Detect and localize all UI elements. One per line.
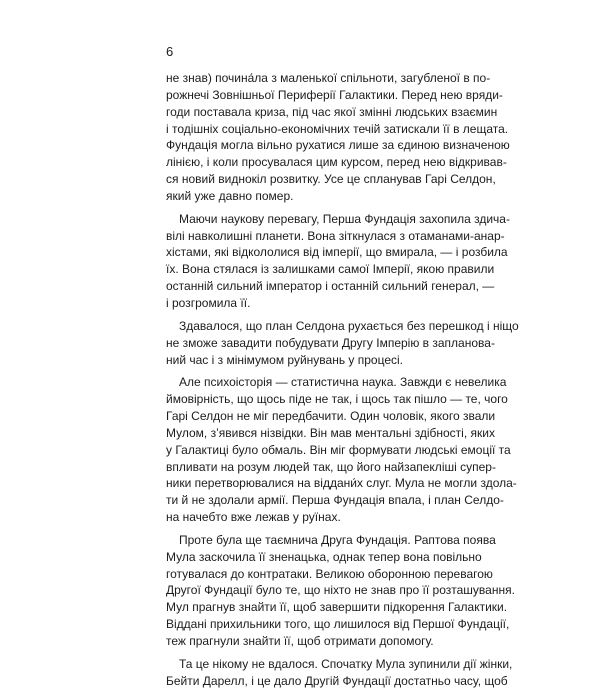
text-line: впливати на розум людей так, що його найзапекліші супер-: [166, 459, 496, 474]
text-line: Маючи наукову перевагу, Перша Фундація захопила здича-: [179, 211, 510, 226]
text-line: не знав) почина́ла з маленької спільноти, загубленої в по-: [166, 71, 491, 85]
text-line: вілі навколишні планети. Вона зіткнулася з отаманами-анар-: [166, 228, 505, 243]
body-text: [166, 70, 519, 690]
text-line: ний час і з мінімумом руйнувань у процесі.: [166, 352, 404, 367]
text-line: Віддані прихильники того, що лишилося від Першої Фундації,: [166, 617, 510, 632]
text-line: Бейти Дарелл, і це дало Другій Фундації достатньо часу, щоб: [166, 673, 508, 688]
text-line: лінією, і коли просувалася цим курсом, перед нею відкривав-: [166, 155, 507, 170]
text-line: Фундація могла вільно рухатися лише за єдиною визначеною: [166, 138, 510, 153]
text-line: ся новий виднокіл розвитку. Усе це спланував Гарі Селдон,: [166, 172, 496, 187]
text-line: годи поставала криза, під час якої змінні людських взаємин: [166, 104, 498, 119]
text-line: ники перетворювалися на віддани́х слуг. Мула не могли здола-: [166, 476, 517, 491]
text-line: їх. Вона стялася із залишками самої Імперії, якою правили: [166, 262, 495, 277]
text-line: Мула заскочила її зненацька, однак тепер вона повільно: [166, 549, 482, 564]
text-line: Але психоісторія — статистична наука. Завжди є невелика: [179, 375, 507, 390]
text-line: останній сильний імператор і останній сильний генерал, —: [166, 279, 495, 294]
text-line: теж прагнули знайти її, щоб отримати допомогу.: [166, 634, 434, 648]
text-line: у Галактиці було обмаль. Він міг формувати людські емоції та: [166, 442, 511, 457]
text-line: і розгромила її.: [166, 295, 251, 310]
text-line: який уже давно помер.: [166, 188, 294, 203]
text-line: Та це нікому не вдалося. Спочатку Мула зупинили дії жінки,: [179, 656, 513, 671]
text-line: ти й не здолали армії. Перша Фундація впала, і план Селдо-: [166, 493, 504, 508]
text-line: на начебто вже лежав у руїнах.: [166, 510, 341, 525]
text-line: Мулом, з’явився нізвідки. Він мав ментальні здібності, яких: [166, 425, 495, 440]
text-line: готувалася до контратаки. Великою оборонною перевагою: [166, 566, 493, 581]
text-line: Другої Фундації було те, що ніхто не знав про її розташування.: [166, 583, 515, 598]
text-line: не зможе завадити побудувати Другу Імперію в запланова-: [166, 335, 495, 350]
text-line: Гарі Селдон не міг передбачити. Один чоловік, якого звали: [166, 409, 496, 424]
text-line: Здавалося, що план Селдона рухається без перешкод і ніщо: [179, 318, 519, 333]
text-line: ймовірність, що щось піде не так, і щось так пішло — те, чого: [166, 392, 508, 407]
text-line: і тодішніх соціально-економічних течій затискали її в лещата.: [166, 121, 509, 136]
text-line: хістами, які відкололися від імперії, що вмирала, — і розбила: [166, 245, 508, 260]
text-line: Проте була ще таємнича Друга Фундація. Раптова поява: [179, 532, 496, 547]
text-line: рожнечі Зовнішньої Периферії Галактики. Перед нею вряди-: [166, 87, 503, 102]
text-line: Мул прагнув знайти її, щоб завершити підкорення Галактики.: [166, 600, 508, 615]
page-number: 6: [166, 44, 174, 59]
